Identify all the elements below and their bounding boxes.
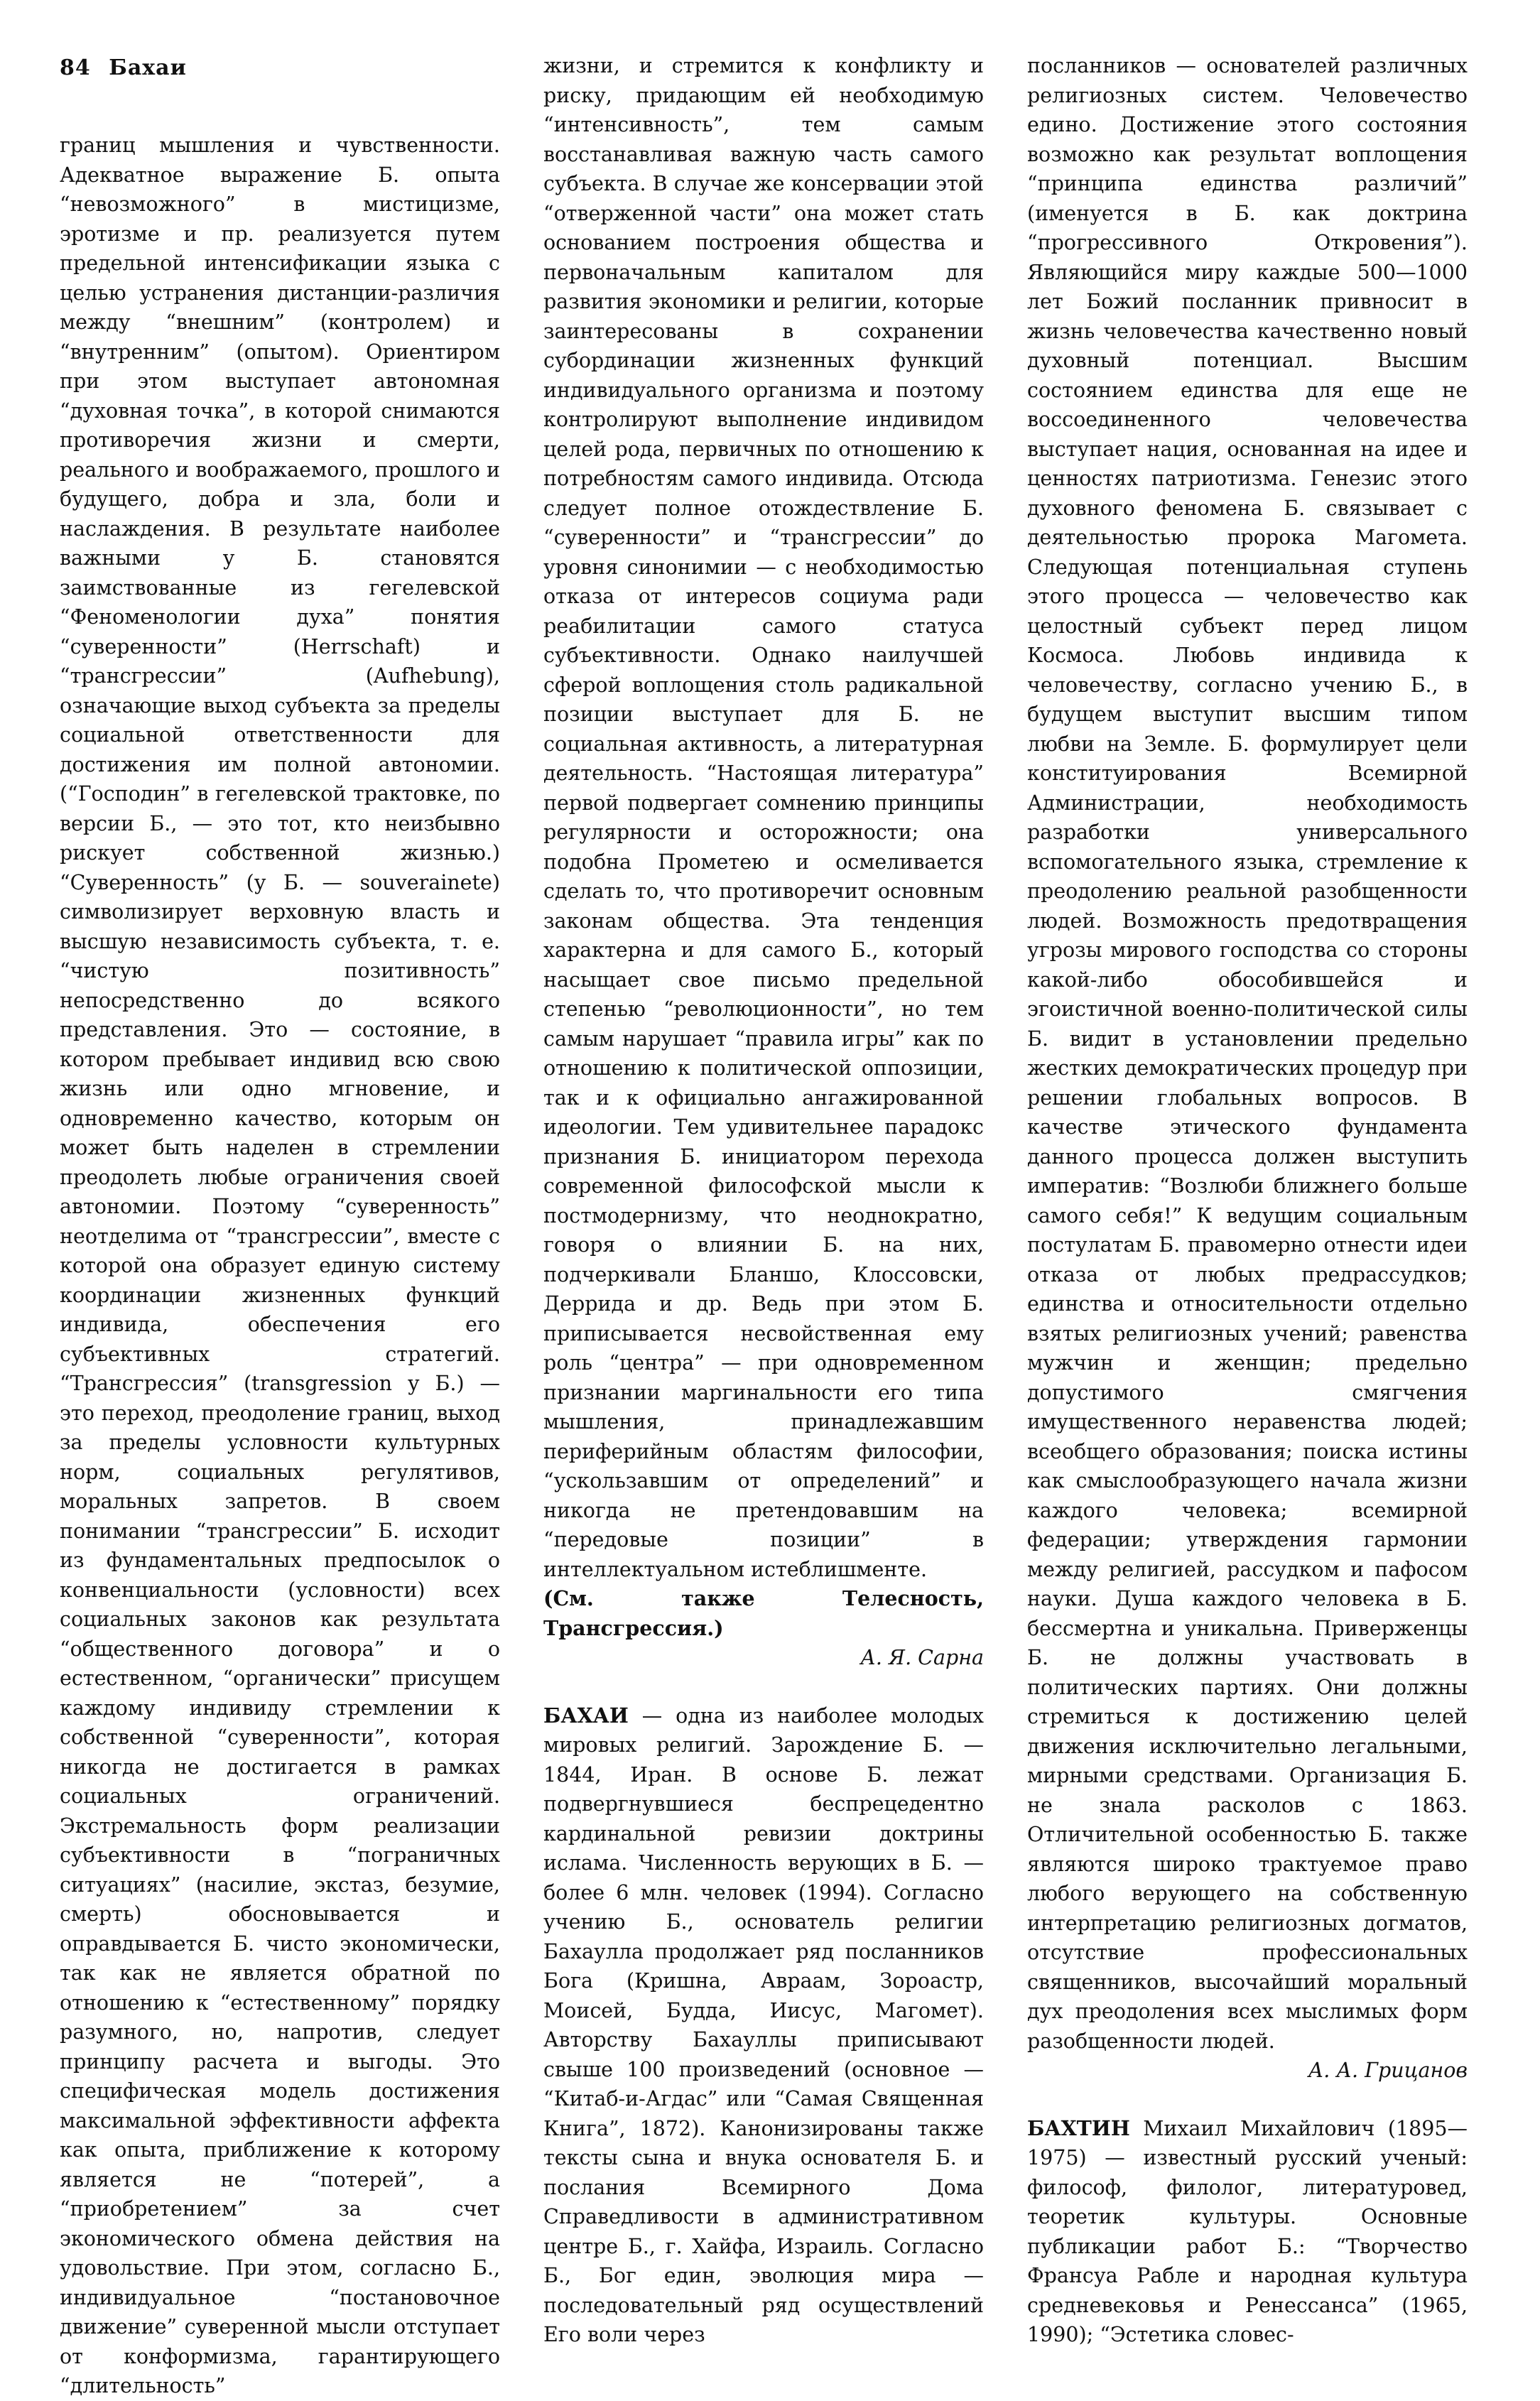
see-also-reference: (См. также Телесность, Трансгрессия.)	[543, 1586, 984, 1640]
article-bahai	[543, 1701, 984, 2350]
entry-text-bahai: — одна из наиболее молодых мировых религий. Зарождение Б. — 1844, Иран. В основе Б. лежат подвергнувшиеся беспрецедентно кардинальной ревизии доктрины ислама. Численность верующих в Б. — более 6 млн. человек (1994). Согласно учению Б., основатель религии Бахаулла продолжает ряд посланников Бога (Кришна, Авраам, Зороастр, Моисей, Будда, Иисус, Магомет). Авторству Бахауллы приписывают свыше 100 произведений (основное — “Китаб-и-Агдас” или “Самая Священная Книга”, 1872). Канонизированы также тексты сына и внука основателя Б. и послания Всемирного Дома Справедливости в административном центре Б., г. Хайфа, Израиль. Согласно Б., Бог един, эволюция мира — последовательный ряд осуществлений Его воли через	[543, 1703, 984, 2346]
author-signature: А. А. Грицанов	[1308, 2059, 1468, 2082]
running-header	[60, 55, 197, 80]
author-signature: А. Я. Сарна	[860, 1646, 984, 1669]
column-3	[1027, 51, 1468, 2346]
entry-text-bakhtin: Михаил Михайлович (1895—1975) — известный русский ученый: философ, филолог, литературовед, теоретик культуры. Основные публикации работ Б.: “Творчество Франсуа Рабле и народная культура средневековья и Ренессанса” (1965, 1990); “Эстетика словес-	[1027, 2116, 1468, 2346]
entry-heading-bakhtin: БАХТИН	[1027, 2115, 1130, 2140]
entry-heading-bahai: БАХАИ	[543, 1703, 629, 1728]
article-bahai-continued: посланников — основателей различных религиозных систем. Человечество едино. Достижение этого состояния возможно как результат воплощения “принципа единства различий” (именуется в Б. как доктрина “прогрессивного Откровения”). Являющийся миру каждые 500—1000 лет Божий посланник привносит в жизнь человечества качественно новый духовный потенциал. Высшим состоянием единства для еще не воссоединенного человечества выступает нация, основанная на идее и ценностях патриотизма. Генезис этого духовного феномена Б. связывает с деятельностью пророка Магомета. Следующая потенциальная ступень этого процесса — человечество как целостный субъект перед лицом Космоса. Любовь индивида к человечеству, согласно учению Б., в будущем выступит высшим типом любви на Земле. Б. формулирует цели конституирования Всемирной Администрации, необходимость разработки универсального вспомогательного языка, стремление к преодолению реальной разобщенности людей. Возможность предотвращения угрозы мирового господства со стороны какой-либо обособившейся и эгоистичной военно-политической силы Б. видит в установлении предельно жестких демократических процедур при решении глобальных вопросов. В качестве этического фундамента данного процесса должен выступить императив: “Возлюби ближнего больше самого себя!” К ведущим социальным постулатам Б. правомерно отнести идеи отказа от любых предрассудков; единства и относительности отдельно взятых религиозных учений; равенства мужчин и женщин; предельно допустимого смягчения имущественного неравенства людей; всеобщего образования; поиска истины как смыслообразующего начала жизни каждого человека; всемирной федерации; утверждения гармонии между религией, рассудком и пафосом науки. Душа каждого человека в Б. бессмертна и уникальна. Приверженцы Б. не должны участвовать в политических партиях. Они должны стремиться к достижению целей движения исключительно легальными, мирными средствами. Организация Б. не знала расколов с 1863. Отличительной особенностью Б. также являются широко трактуемое право любого верующего на собственную интерпретацию религиозных догматов, отсутствие профессиональных священников, высочайший моральный дух преодоления всех мыслимых форм разобщенности людей.	[1027, 54, 1468, 2053]
article-bataille-continued: границ мышления и чувственности. Адекватное выражение Б. опыта “невозможного” в мистицизме, эротизме и пр. реализуется путем предельной интенсификации языка с целью устранения дистанции-различия между “внешним” (контролем) и “внутренним” (опытом). Ориентиром при этом выступает автономная “духовная точка”, в которой снимаются противоречия жизни и смерти, реального и воображаемого, прошлого и будущего, добра и зла, боли и наслаждения. В результате наиболее важными у Б. становятся заимствованные из гегелевской “Феноменологии духа” понятия “суверенности” (Herrschaft) и “трансгрессии” (Aufhebung), означающие выход субъекта за пределы социальной ответственности для достижения им полной автономии. (“Господин” в гегелевской трактовке, по версии Б., — это тот, кто неизбывно рискует собственной жизнью.) “Суверенность” (у Б. — souverainete) символизирует верховную власть и высшую независимость субъекта, т. е. “чистую позитивность” непосредственно до всякого представления. Это — состояние, в котором пребывает индивид всю свою жизнь или одно мгновение, и одновременно качество, которым он может быть наделен в стремлении преодолеть любые ограничения своей автономии. Поэтому “суверенность” неотделима от “трансгрессии”, вместе с которой она образует единую систему координации жизненных функций индивида, обеспечения его субъективных стратегий. “Трансгрессия” (transgression у Б.) — это переход, преодоление границ, выход за пределы условности культурных норм, социальных регулятивов, моральных запретов. В своем понимании “трансгрессии” Б. исходит из фундаментальных предпосылок о конвенциальности (условности) всех социальных законов как результата “общественного договора” и о естественном, “органически” присущем каждому индивиду стремлении к собственной “суверенности”, которая никогда не достигается в рамках социальных ограничений. Экстремальность форм реализации субъективности в “пограничных ситуациях” (насилие, экстаз, безумие, смерть) обосновывается и оправдывается Б. чисто экономически, так как не является обратной по отношению к “естественному” порядку разумного, но, напротив, следует принципу расчета и выгоды. Это специфическая модель достижения максимальной эффективности аффекта как опыта, приближение к которому является не “потерей”, а “приобретением” за счет экономического обмена действия на удовольствие. При этом, согласно Б., индивидуальное “постановочное движение” суверенной мысли отступает от конформизма, гарантирующего “длительность”	[60, 134, 500, 2397]
page-number: 84	[60, 55, 91, 80]
column-1	[60, 131, 500, 2397]
article-bataille-end: жизни, и стремится к конфликту и риску, придающим ей необходимую “интенсивность”, тем самым восстанавливая важную часть самого субъекта. В случае же консервации этой “отверженной части” она может стать основанием построения общества и первоначальным капиталом для развития экономики и религии, которые заинтересованы в сохранении субординации жизненных функций индивидуального организма и поэтому контролируют выполнение индивидом целей рода, первичных по отношению к потребностям самого индивида. Отсюда следует полное отождествление Б. “суверенности” и “трансгрессии” до уровня синонимии — с необходимостью отказа от интересов социума ради реабилитации самого статуса субъективности. Однако наилучшей сферой воплощения столь радикальной позиции выступает для Б. не социальная активность, а литературная деятельность. “Настоящая литература” первой подвергает сомнению принципы регулярности и осторожности; она подобна Прометею и осмеливается сделать то, что противоречит основным законам общества. Эта тенденция характерна и для самого Б., который насыщает свое письмо предельной степенью “революционности”, но тем самым нарушает “правила игры” как по отношению к политической оппозиции, так и к официально ангажированной идеологии. Тем удивительнее парадокс признания Б. инициатором перехода современной философской мысли к постмодернизму, что неоднократно, говоря о влиянии Б. на них, подчеркивали Бланшо, Клоссовски, Деррида и др. Ведь при этом Б. приписывается несвойственная ему роль “центра” — при одновременном признании маргинальности его типа мышления, принадлежавшим периферийным областям философии, “ускользавшим от определений” и никогда не претендовавшим на “передовые позиции” в интеллектуальном истеблишменте.	[543, 54, 984, 1581]
column-2	[543, 51, 984, 2346]
running-title: Бахаи	[109, 55, 187, 80]
article-bakhtin	[1027, 2114, 1468, 2350]
